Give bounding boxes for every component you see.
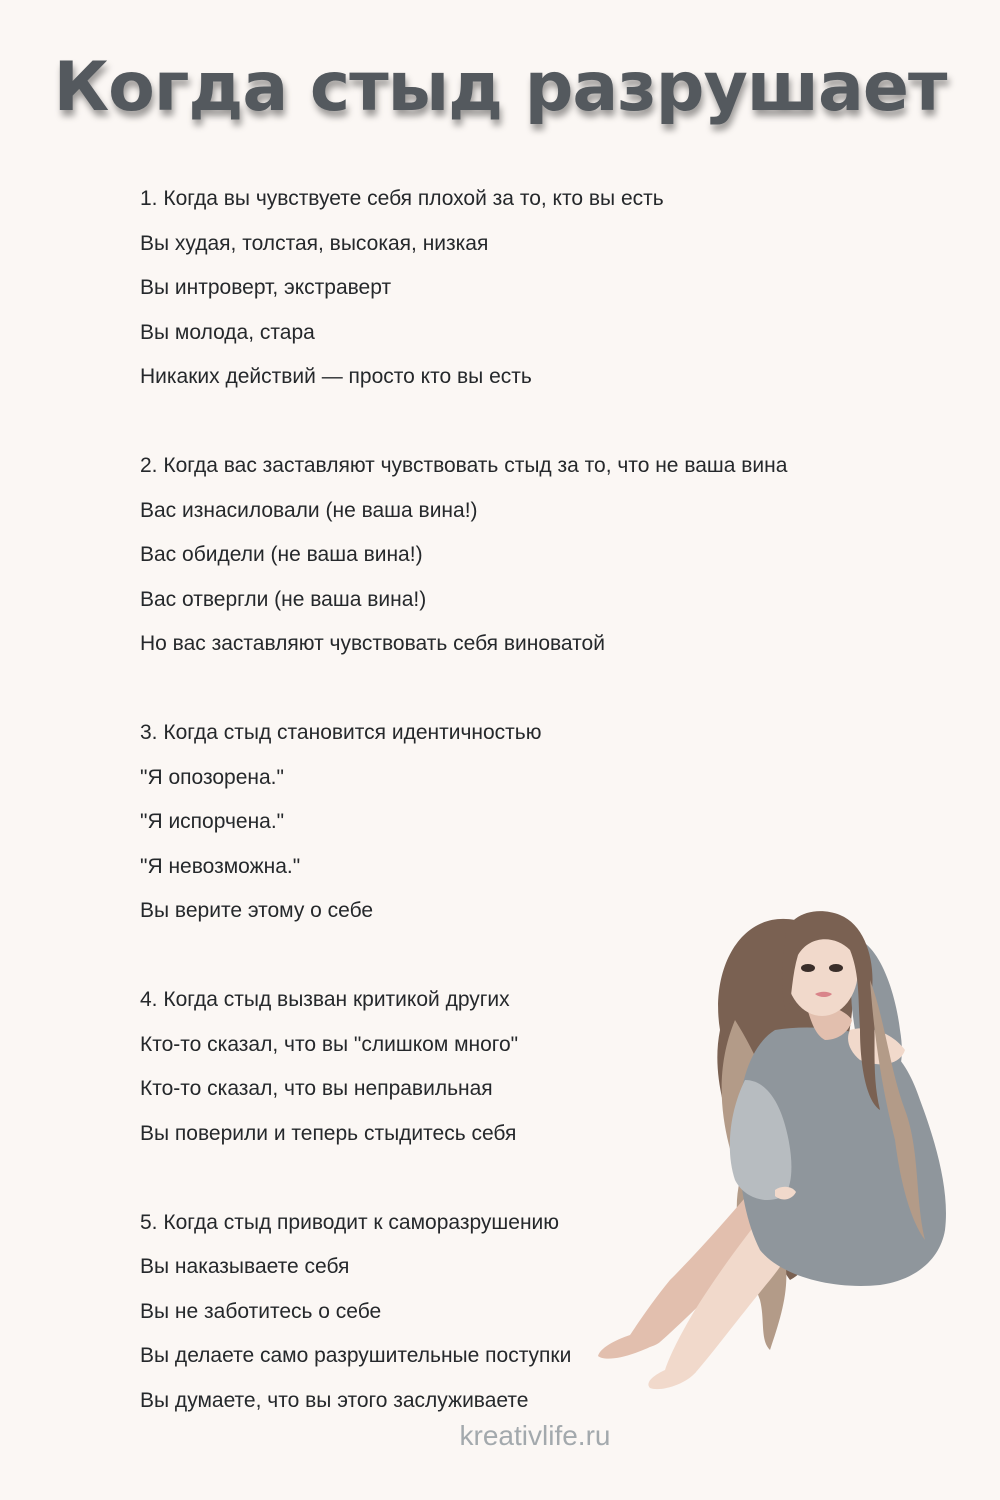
- section-line: Кто-то сказал, что вы "слишком много": [140, 1032, 519, 1056]
- section-line: Вы наказываете себя: [140, 1255, 350, 1278]
- section-heading: 3. Когда стыд становится идентичностью: [140, 721, 542, 744]
- section-line: "Я опозорена.": [140, 765, 284, 789]
- section-line: Вы молода, стара: [140, 320, 315, 344]
- section-line: Вас изнасиловали (не ваша вина!): [140, 498, 478, 522]
- section-heading: 2. Когда вас заставляют чувствовать стыд за то, что не ваша вина: [140, 454, 788, 477]
- section-line: Вы поверили и теперь стыдитесь себя: [140, 1121, 517, 1145]
- section-line: Вас обидели (не ваша вина!): [140, 543, 423, 566]
- section-line: Кто-то сказал, что вы неправильная: [140, 1077, 493, 1100]
- section-heading: 5. Когда стыд приводит к саморазрушению: [140, 1210, 560, 1234]
- site-url: kreativlife.ru: [459, 1420, 611, 1451]
- section-line: Вас отвергли (не ваша вина!): [140, 587, 427, 611]
- section-line: Вы интроверт, экстраверт: [140, 276, 392, 299]
- section-heading: 1. Когда вы чувствуете себя плохой за то, кто вы есть: [140, 187, 664, 210]
- section-5: [140, 1206, 900, 1429]
- section-line: Вы думаете, что вы этого заслуживаете: [140, 1388, 529, 1412]
- section-line: Вы верите этому о себе: [140, 899, 374, 922]
- section-line: Но вас заставляют чувствовать себя виноватой: [140, 632, 605, 655]
- section-4: [140, 983, 900, 1161]
- section-line: Вы худая, толстая, высокая, низкая: [140, 231, 489, 255]
- section-line: Вы не заботитесь о себе: [140, 1299, 382, 1323]
- article-body: [140, 182, 900, 1473]
- section-line: "Я испорчена.": [140, 810, 285, 833]
- page-title: Когда стыд разрушает: [53, 48, 947, 127]
- section-2: [140, 449, 900, 672]
- section-line: Вы делаете само разрушительные поступки: [140, 1344, 572, 1367]
- section-line: Никаких действий — просто кто вы есть: [140, 365, 532, 388]
- section-3: [140, 716, 900, 939]
- section-heading: 4. Когда стыд вызван критикой других: [140, 988, 510, 1011]
- section-1: [140, 182, 900, 405]
- section-line: "Я невозможна.": [140, 854, 301, 878]
